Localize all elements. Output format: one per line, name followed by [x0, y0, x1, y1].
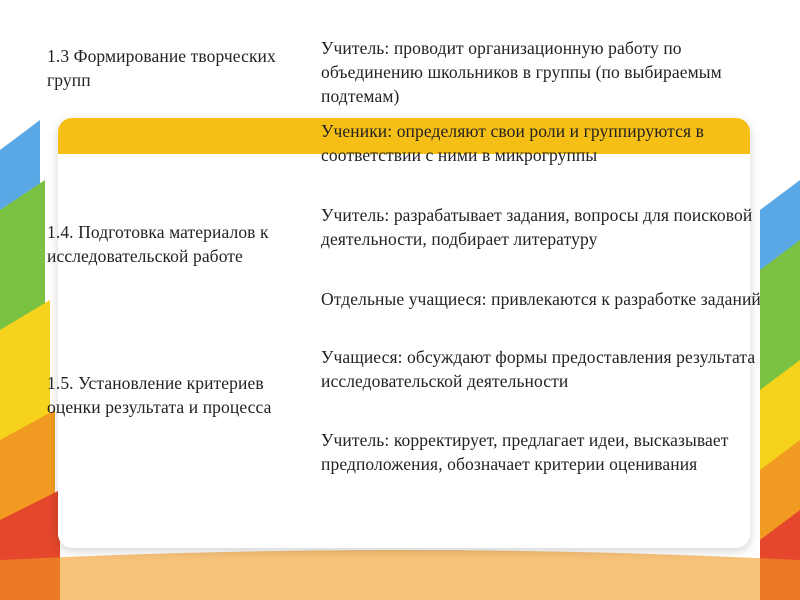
role-teacher-organizes-groups: Учитель: проводит организационную работу по объединению школьников в группы (по выбираемым подтемам) — [321, 38, 722, 106]
stage-title-1-3: 1.3 Формирование творческих групп — [47, 46, 276, 90]
role-teacher-develops-tasks: Учитель: разрабатывает задания, вопросы для поисковой деятельности, подбирает литературу — [321, 205, 753, 249]
content-card — [58, 118, 750, 548]
role-teacher-corrects-criteria: Учитель: корректирует, предлагает идеи, высказывает предположения, обозначает критерии оценивания — [321, 430, 729, 474]
stage-title-1-5: 1.5. Установление критериев оценки результата и процесса — [47, 373, 272, 417]
role-students-define-roles: Ученики: определяют свои роли и группируются в соответствии с ними в микрогруппы — [321, 121, 704, 165]
stage-title-1-4: 1.4. Подготовка материалов к исследовательской работе — [47, 222, 269, 266]
role-students-discuss-forms: Учащиеся: обсуждают формы предоставления результата исследовательской деятельности — [321, 347, 756, 391]
role-students-help-develop: Отдельные учащиеся: привлекаются к разработке заданий — [321, 289, 761, 309]
